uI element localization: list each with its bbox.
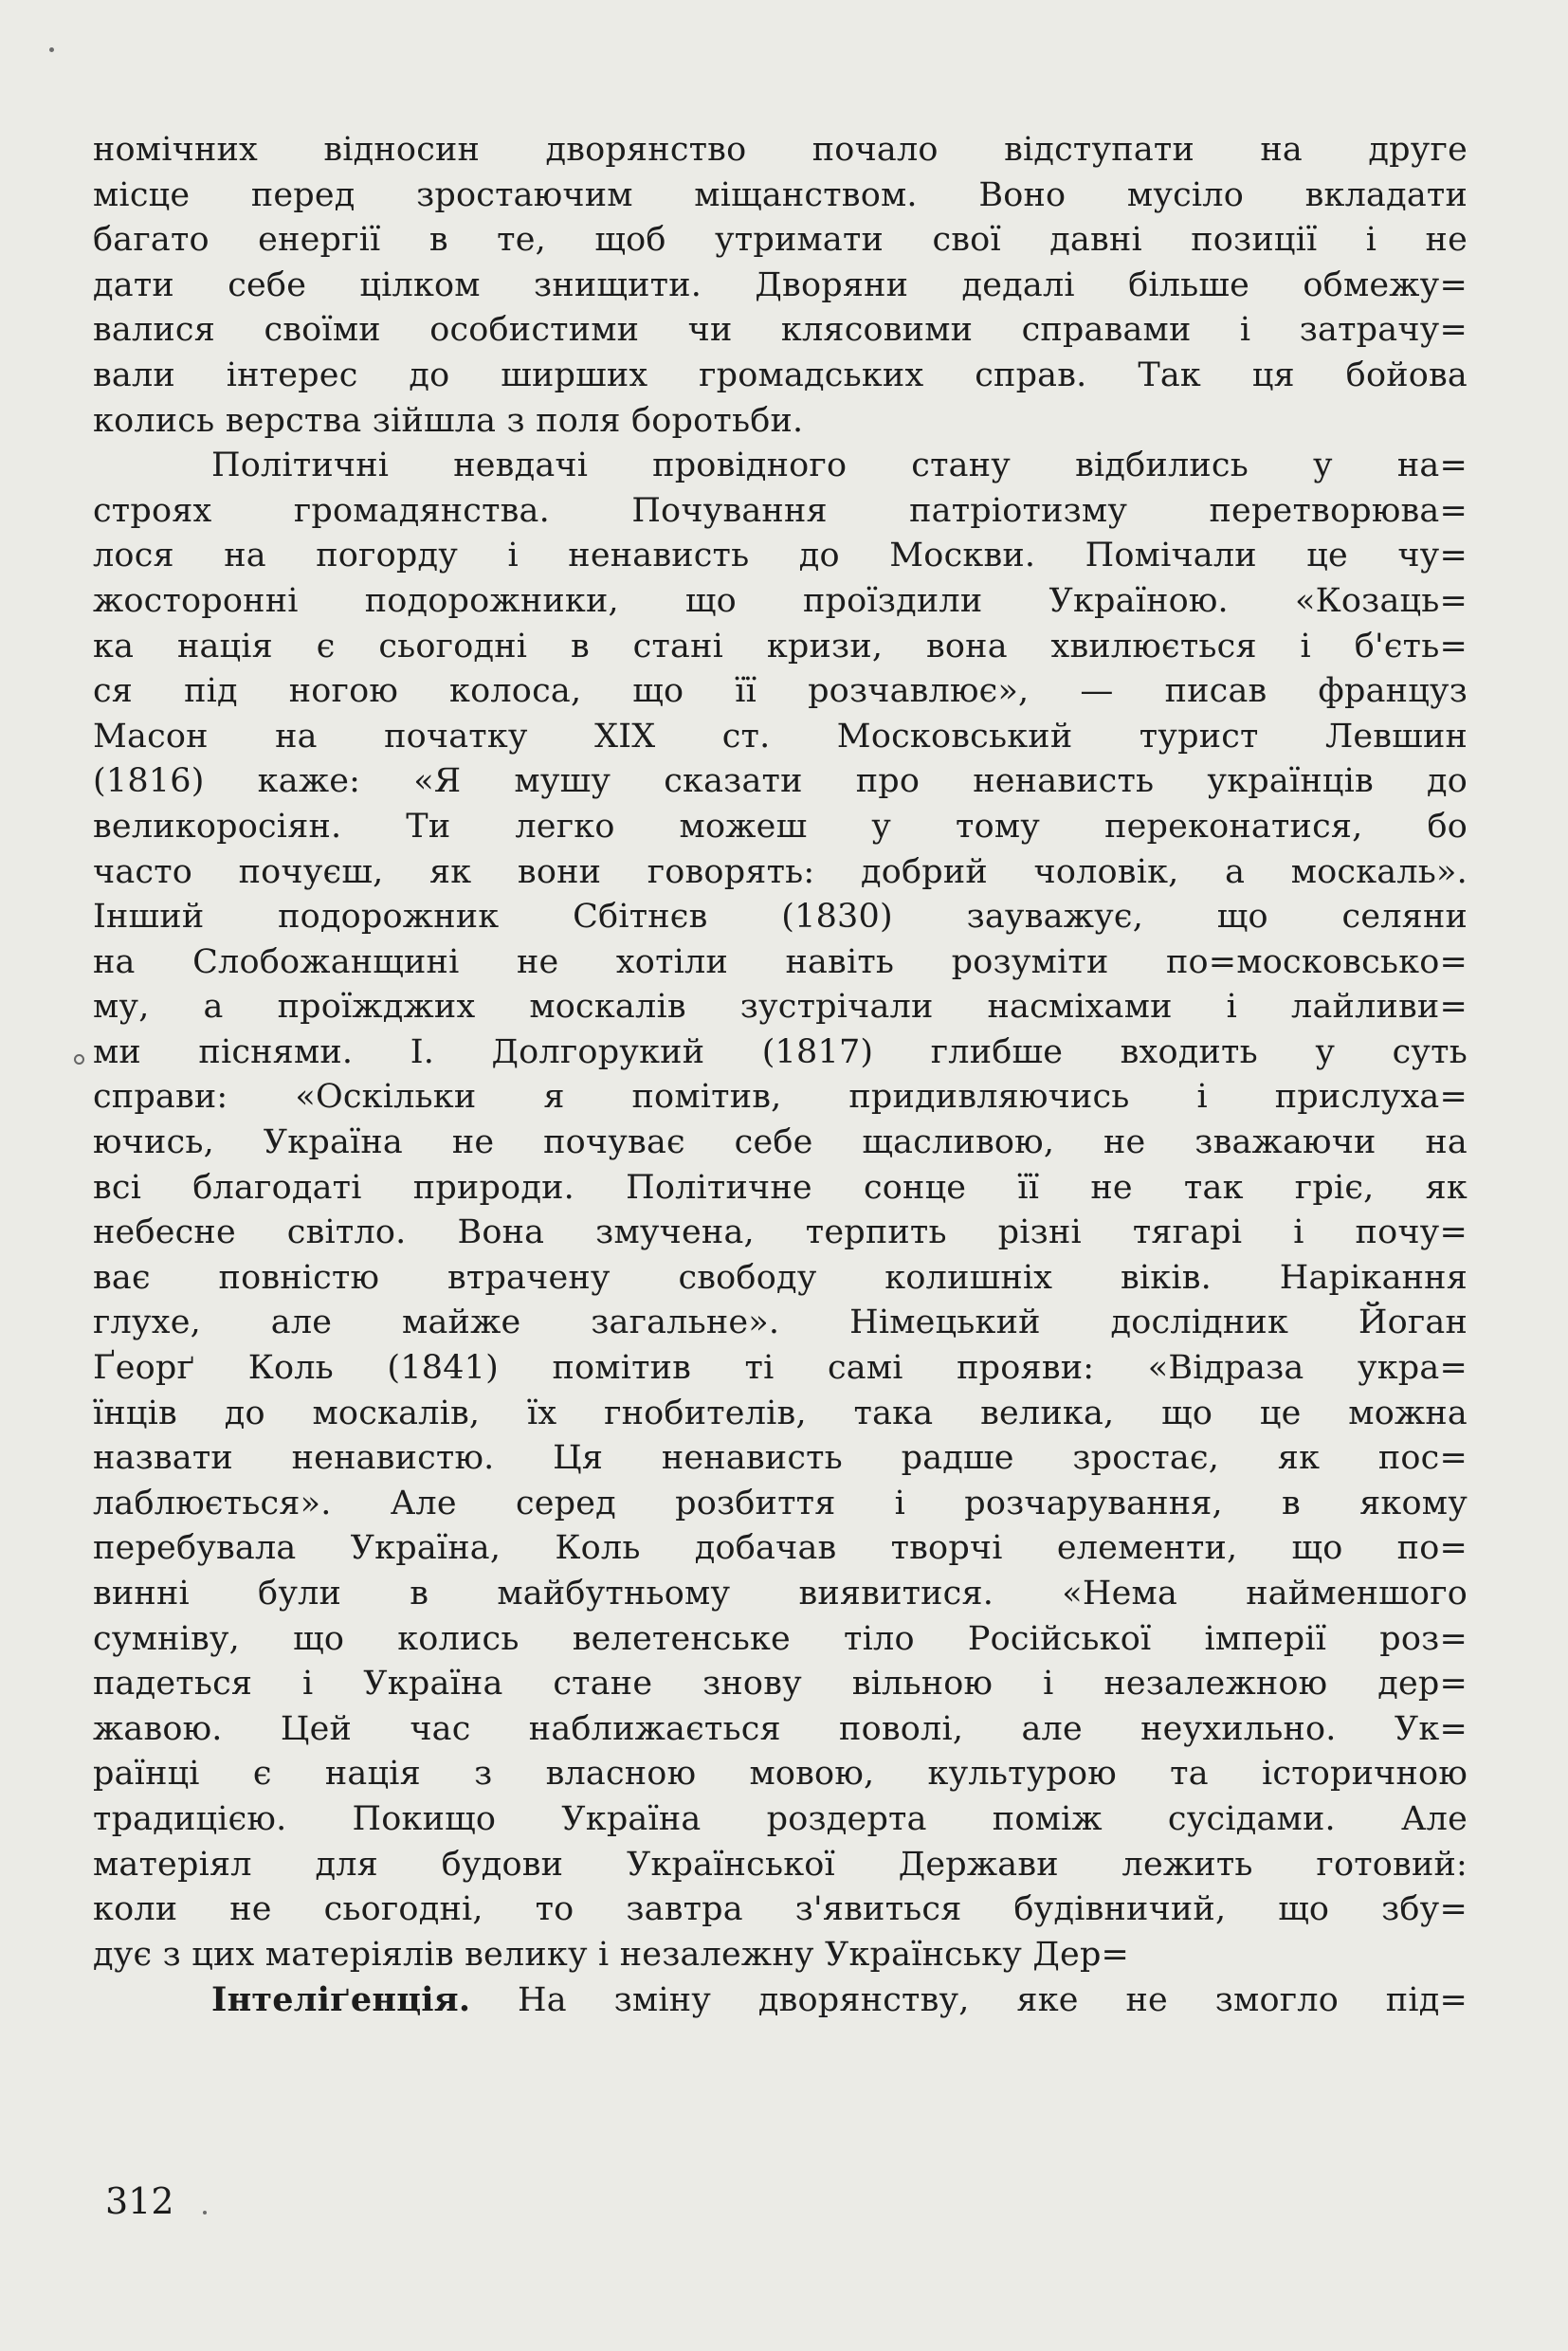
text-line: (1816) каже: «Я мушу сказати про ненависть українців до <box>93 762 1468 801</box>
text-line: жосторонні подорожники, що проїздили Україною. «Козаць= <box>93 581 1468 620</box>
text-line: Масон на початку XIX ст. Московський турист Левшин <box>93 717 1468 756</box>
text-line: ває повністю втрачену свободу колишніх віків. Нарікання <box>93 1258 1468 1297</box>
paper-speck <box>74 1054 84 1065</box>
paper-speck <box>203 2211 207 2214</box>
text-line: падеться і Україна стане знову вільною і незалежною дер= <box>93 1665 1468 1704</box>
text-line: винні були в майбутньому виявитися. «Нема найменшого <box>93 1575 1468 1613</box>
text-line: глухе, але майже загальне». Німецький дослідник Йоган <box>93 1303 1468 1342</box>
text-line: традицією. Покищо Україна роздерта поміж сусідами. Але <box>93 1799 1468 1838</box>
text-line: вали інтерес до ширших громадських справ. Так ця бойова <box>93 355 1468 394</box>
paper-speck <box>49 47 54 52</box>
text-line: валися своїми особистими чи клясовими справами і затрачу= <box>93 311 1468 350</box>
text-line: раїнці є нація з власною мовою, культурою та історичною <box>93 1755 1468 1794</box>
text-line: Ґеорґ Коль (1841) помітив ті самі прояви: «Відраза укра= <box>93 1349 1468 1388</box>
text-line: ся під ногою колоса, що її розчавлює», — писав француз <box>93 672 1468 711</box>
text-line: лося на погорду і ненависть до Москви. Помічали це чу= <box>93 537 1468 575</box>
section-text: На зміну дворянству, яке не змогло під= <box>470 1981 1468 2020</box>
text-line: справи: «Оскільки я помітив, придивляючись і прислуха= <box>93 1078 1468 1117</box>
text-line: Інший подорожник Сбітнєв (1830) зауважує, що селяни <box>93 898 1468 937</box>
text-line: ми піснями. І. Долгорукий (1817) глибше входить у суть <box>93 1032 1468 1071</box>
text-line: ючись, Україна не почуває себе щасливою, не зважаючи на <box>93 1123 1468 1162</box>
text-line: на Слобожанщині не хотіли навіть розуміти по=московсько= <box>93 942 1468 981</box>
text-line: часто почуєш, як вони говорять: добрий чоловік, а москаль». <box>93 852 1468 891</box>
text-line: колись верства зійшла з поля боротьби. <box>93 401 804 440</box>
text-line: небесне світло. Вона змучена, терпить різні тягарі і почу= <box>93 1213 1468 1252</box>
text-line: великоросіян. Ти легко можеш у тому переконатися, бо <box>93 807 1468 846</box>
text-line: всі благодаті природи. Політичне сонце її не так гріє, як <box>93 1168 1468 1207</box>
paragraph-first-line: Політичні невдачі провідного стану відбились у на= <box>211 447 1468 485</box>
text-line: багато енергії в те, щоб утримати свої давні позиції і не <box>93 221 1468 260</box>
body-text <box>93 128 1468 2023</box>
page-number: 312 <box>105 2180 174 2222</box>
text-line: сумніву, що колись велетенське тіло Російської імперії роз= <box>93 1619 1468 1658</box>
text-line: їнців до москалів, їх гнобителів, така велика, що це можна <box>93 1394 1468 1432</box>
text-line: лаблюється». Але серед розбиття і розчарування, в якому <box>93 1484 1468 1522</box>
text-line: місце перед зростаючим міщанством. Воно мусіло вкладати <box>93 175 1468 214</box>
text-line: назвати ненавистю. Ця ненависть радше зростає, як пос= <box>93 1439 1468 1478</box>
text-line: му, а проїжджих москалів зустрічали насміхами і лайливи= <box>93 988 1468 1027</box>
text-line: матеріял для будови Української Держави лежить готовий: <box>93 1845 1468 1884</box>
text-line: ка нація є сьогодні в стані кризи, вона хвилюється і б'єть= <box>93 627 1468 665</box>
text-line: перебувала Україна, Коль добачав творчі елементи, що по= <box>93 1529 1468 1568</box>
text-line: жавою. Цей час наближається поволі, але неухильно. Ук= <box>93 1709 1468 1748</box>
text-line: коли не сьогодні, то завтра з'явиться будівничий, що збу= <box>93 1890 1468 1929</box>
text-line: номічних відносин дворянство почало відступати на друге <box>93 131 1468 169</box>
section-paragraph <box>93 1977 1468 2023</box>
text-line: строях громадянства. Почування патріотизму перетворюва= <box>93 491 1468 530</box>
text-line: дати себе цілком знищити. Дворяни дедалі більше обмежу= <box>93 265 1468 304</box>
text-line: дує з цих матеріялів велику і незалежну Українську Дер= <box>93 1935 1130 1974</box>
section-heading: Інтеліґенція. <box>211 1980 471 2020</box>
